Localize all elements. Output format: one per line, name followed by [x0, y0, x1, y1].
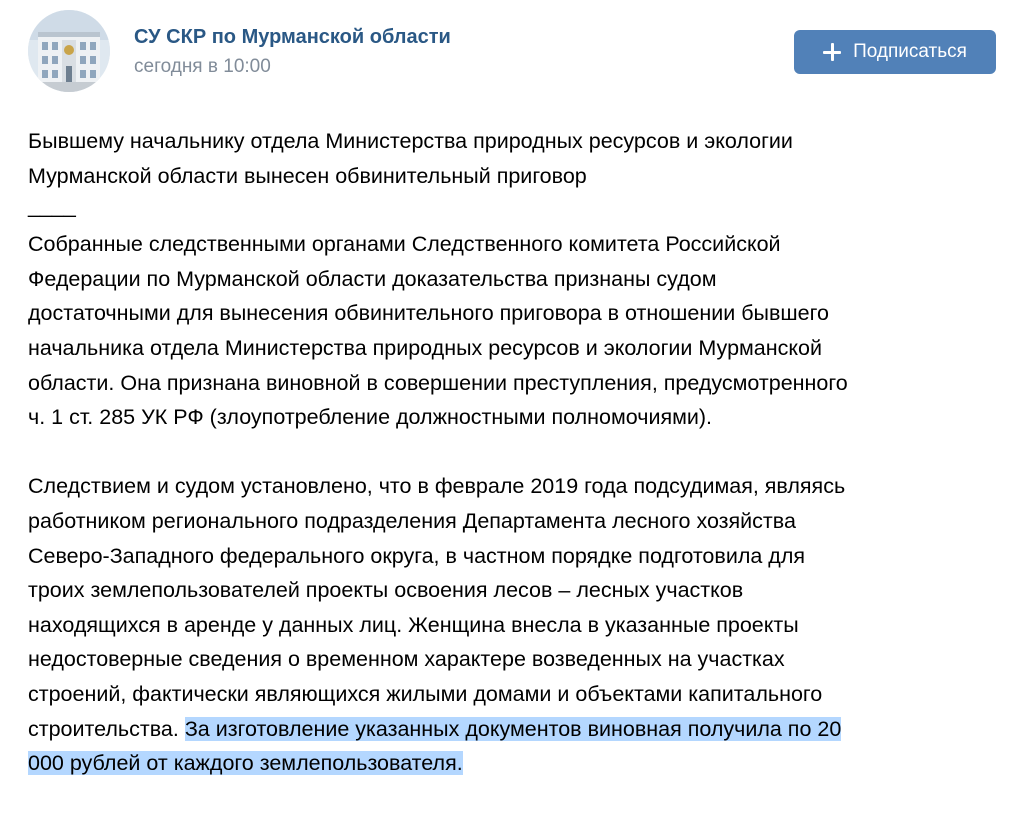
- separator: ____: [28, 194, 76, 219]
- text-line: Следствием и судом установлено, что в феврале 2019 года подсудимая, являясь: [28, 474, 846, 499]
- post-header: [28, 10, 996, 94]
- selected-text: За изготовление указанных документов виновная получила по 20: [184, 716, 842, 741]
- subscribe-button[interactable]: [794, 30, 996, 74]
- text-line: работником регионального подразделения Департамента лесного хозяйства: [28, 508, 796, 533]
- text-line: троих землепользователей проекты освоения лесов – лесных участков: [28, 578, 744, 603]
- community-avatar[interactable]: [28, 10, 110, 92]
- text-line: недостоверные сведения о временном характере возведенных на участках: [28, 647, 785, 672]
- text-line: ч. 1 ст. 285 УК РФ (злоупотребление должностными полномочиями).: [28, 405, 713, 430]
- text-line: строительства.: [28, 716, 185, 741]
- author-link[interactable]: СУ СКР по Мурманской области: [134, 26, 451, 48]
- plus-icon: [823, 43, 841, 61]
- paragraph-1: [28, 227, 1003, 435]
- paragraph-gap: [28, 435, 1003, 470]
- text-line: начальника отдела Министерства природных ресурсов и экологии Мурманской: [28, 335, 822, 360]
- post-time[interactable]: сегодня в 10:00: [134, 56, 271, 77]
- text-line: находящихся в аренде у данных лиц. Женщина внесла в указанные проекты: [28, 612, 799, 637]
- title-line: Мурманской области вынесен обвинительный приговор: [28, 163, 587, 188]
- post-text: [28, 124, 1003, 781]
- text-line: достаточными для вынесения обвинительного приговора в отношении бывшего: [28, 301, 829, 326]
- text-line: строений, фактически являющихся жилыми домами и объектами капитального: [28, 681, 823, 706]
- paragraph-2: [28, 469, 1003, 780]
- text-line: Федерации по Мурманской области доказательства признаны судом: [28, 266, 717, 291]
- text-line: Северо-Западного федерального округа, в частном порядке подготовила для: [28, 543, 806, 568]
- text-line: области. Она признана виновной в совершении преступления, предусмотренного: [28, 370, 848, 395]
- building-photo-icon: [28, 10, 110, 92]
- subscribe-label: Подписаться: [853, 41, 967, 62]
- post-title: [28, 124, 1003, 193]
- text-line: Собранные следственными органами Следственного комитета Российской: [28, 232, 781, 257]
- selected-text: 000 рублей от каждого землепользователя.: [28, 751, 463, 776]
- title-line: Бывшему начальнику отдела Министерства природных ресурсов и экологии: [28, 129, 793, 153]
